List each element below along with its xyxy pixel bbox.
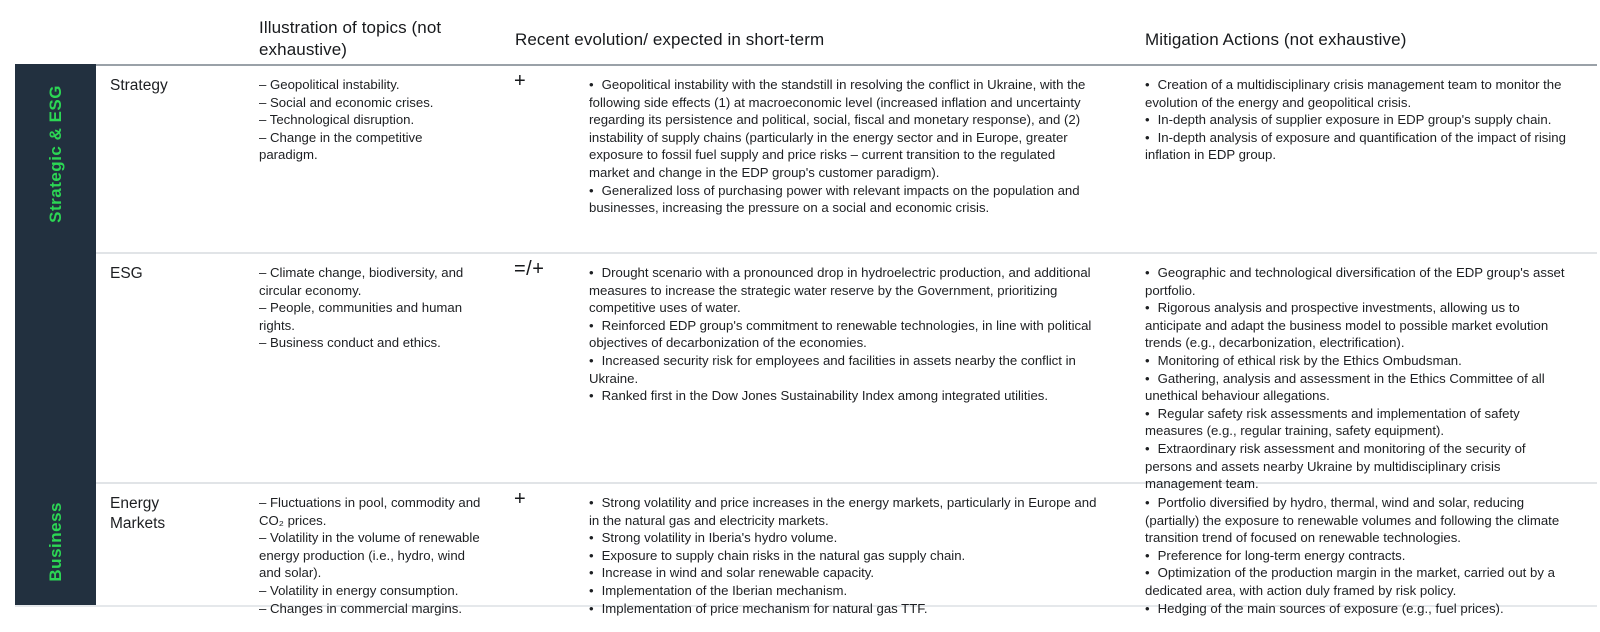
list-item: – Social and economic crises. bbox=[259, 94, 434, 110]
bullet-marker: • bbox=[1145, 352, 1150, 368]
bullet-marker: • bbox=[1145, 77, 1150, 92]
evolution-indicator: =/+ bbox=[514, 258, 545, 280]
list-item bbox=[1145, 76, 1569, 111]
column-header-topics: Illustration of topics (not exhaustive) bbox=[259, 18, 442, 59]
list-item: – Technological disruption. bbox=[259, 112, 415, 128]
bullet-marker: • bbox=[1145, 265, 1150, 280]
list-item bbox=[1145, 370, 1569, 405]
list-item bbox=[589, 317, 1098, 352]
bullet-marker: • bbox=[589, 388, 594, 404]
bullet-marker: • bbox=[1145, 547, 1150, 563]
bullet-marker: • bbox=[589, 317, 594, 333]
list-item: – Fluctuations in pool, commodity and CO₂ prices. bbox=[259, 495, 481, 528]
group-label-text: Business bbox=[45, 501, 65, 582]
list-item bbox=[589, 352, 1098, 387]
list-item-text: Increase in wind and solar renewable capacity. bbox=[601, 565, 875, 581]
list-item bbox=[1145, 352, 1569, 370]
bullet-marker: • bbox=[589, 265, 594, 280]
list-item-text: Strong volatility and price increases in the energy markets, particularly in Europe and in the natural gas and electricity markets. bbox=[589, 495, 1097, 528]
list-item bbox=[589, 494, 1098, 529]
list-item bbox=[589, 264, 1098, 317]
risk-row-strategy bbox=[0, 64, 1600, 252]
bullet-marker: • bbox=[1145, 440, 1150, 456]
bullet-marker: • bbox=[589, 352, 594, 368]
list-item bbox=[589, 76, 1098, 182]
list-item-text: Portfolio diversified by hydro, thermal, wind and solar, reducing (partially) the exposure to renewable volumes and following the climate transition trend of focused on renewable technologies. bbox=[1145, 495, 1560, 546]
list-item-text: In-depth analysis of supplier exposure in EDP group's supply chain. bbox=[1157, 112, 1552, 128]
group-label-text: Strategic & ESG bbox=[45, 85, 65, 223]
risk-row-esg bbox=[0, 252, 1600, 492]
risk-topics-list bbox=[259, 264, 483, 352]
risk-topics-list bbox=[259, 76, 483, 164]
list-item-text: Preference for long-term energy contracts. bbox=[1157, 547, 1406, 563]
list-item-text: Geographic and technological diversification of the EDP group's asset portfolio. bbox=[1145, 265, 1565, 298]
list-item bbox=[589, 387, 1098, 405]
bullet-marker: • bbox=[589, 495, 594, 510]
bullet-marker: • bbox=[1145, 300, 1150, 316]
evolution-list bbox=[589, 264, 1098, 405]
list-item bbox=[1145, 564, 1569, 599]
list-item-text: Monitoring of ethical risk by the Ethics Ombudsman. bbox=[1157, 352, 1462, 368]
evolution-indicator: + bbox=[514, 488, 527, 510]
bullet-marker: • bbox=[589, 600, 594, 616]
list-item bbox=[1145, 547, 1569, 565]
list-item: – Changes in commercial margins. bbox=[259, 600, 463, 616]
list-item bbox=[1145, 111, 1569, 129]
list-item-text: Strong volatility in Iberia's hydro volume. bbox=[601, 530, 838, 546]
column-header-evolution: Recent evolution/ expected in short-term bbox=[515, 30, 825, 49]
list-item-text: Geopolitical instability with the standstill in resolving the conflict in Ukraine, with the following side effects (1) at macroeconomic level (increased inflation and uncertainty regarding its persistence and political, social, fiscal and monetary response), and (2) instability of supply chains (particularly in the energy sector and in Europe, greater exposure to fossil fuel supply and price risks – current transition to the regulated market and change in the EDP group's customer paradigm). bbox=[589, 77, 1086, 180]
list-item bbox=[589, 529, 1098, 547]
list-item: – Climate change, biodiversity, and circular economy. bbox=[259, 265, 464, 298]
bullet-marker: • bbox=[1145, 565, 1150, 581]
risk-category: Strategy bbox=[110, 77, 168, 94]
bullet-marker: • bbox=[1145, 112, 1150, 128]
list-item-text: Reinforced EDP group's commitment to renewable technologies, in line with political objectives of decarbonization of the economies. bbox=[589, 317, 1092, 351]
list-item-text: Gathering, analysis and assessment in the Ethics Committee of all unethical behaviour allegations. bbox=[1145, 370, 1545, 404]
bullet-marker: • bbox=[1145, 405, 1150, 421]
evolution-list bbox=[589, 76, 1098, 217]
risk-category: Energy Markets bbox=[110, 495, 166, 532]
list-item: – People, communities and human rights. bbox=[259, 300, 463, 333]
list-item-text: Generalized loss of purchasing power with relevant impacts on the population and businesses, increasing the pressure on a social and economic crisis. bbox=[589, 182, 1080, 216]
list-item: – Volatility in the volume of renewable energy production (i.e., hydro, wind and solar). bbox=[259, 530, 480, 581]
bullet-marker: • bbox=[1145, 129, 1150, 145]
bullet-marker: • bbox=[1145, 370, 1150, 386]
list-item-text: In-depth analysis of exposure and quantification of the impact of rising inflation in EDP group. bbox=[1145, 129, 1566, 163]
list-item-text: Increased security risk for employees and facilities in assets nearby the conflict in Ukraine. bbox=[589, 352, 1076, 386]
bullet-marker: • bbox=[589, 565, 594, 581]
list-item bbox=[1145, 600, 1569, 618]
evolution-list bbox=[589, 494, 1098, 617]
bullet-marker: • bbox=[589, 582, 594, 598]
list-item-text: Implementation of price mechanism for natural gas TTF. bbox=[601, 600, 928, 616]
bullet-marker: • bbox=[589, 77, 594, 92]
bullet-marker: • bbox=[589, 547, 594, 563]
list-item: – Change in the competitive paradigm. bbox=[259, 129, 423, 163]
list-item-text: Creation of a multidisciplinary crisis management team to monitor the evolution of the energy and geopolitical crisis. bbox=[1145, 77, 1562, 110]
list-item-text: Rigorous analysis and prospective investments, allowing us to anticipate and adapt the business model to possible market evolution trends (e.g., decarbonization, electrification). bbox=[1145, 300, 1549, 351]
risk-row-energy-markets bbox=[0, 482, 1600, 616]
list-item-text: Regular safety risk assessments and implementation of safety measures (e.g., regular training, safety equipment). bbox=[1145, 405, 1520, 439]
list-item bbox=[589, 600, 1098, 618]
mitigation-list bbox=[1145, 264, 1569, 493]
list-item-text: Ranked first in the Dow Jones Sustainability Index among integrated utilities. bbox=[601, 388, 1049, 404]
bullet-marker: • bbox=[589, 182, 594, 198]
mitigation-list bbox=[1145, 76, 1569, 164]
list-item bbox=[589, 182, 1098, 217]
risk-category: ESG bbox=[110, 265, 143, 282]
column-header-mitigation: Mitigation Actions (not exhaustive) bbox=[1145, 30, 1407, 49]
list-item bbox=[1145, 299, 1569, 352]
mitigation-list bbox=[1145, 494, 1569, 617]
list-item-text: Exposure to supply chain risks in the natural gas supply chain. bbox=[601, 547, 966, 563]
list-item: – Business conduct and ethics. bbox=[259, 335, 441, 351]
list-item: – Geopolitical instability. bbox=[259, 77, 400, 92]
list-item-text: Hedging of the main sources of exposure (e.g., fuel prices). bbox=[1157, 600, 1504, 616]
list-item-text: Optimization of the production margin in the market, carried out by a dedicated area, with action duly framed by risk policy. bbox=[1145, 565, 1555, 598]
list-item bbox=[589, 547, 1098, 565]
bullet-marker: • bbox=[1145, 600, 1150, 616]
list-item bbox=[1145, 405, 1569, 440]
list-item-text: Implementation of the Iberian mechanism. bbox=[601, 582, 848, 598]
list-item bbox=[1145, 264, 1569, 299]
evolution-indicator: + bbox=[514, 70, 527, 92]
list-item bbox=[1145, 129, 1569, 164]
list-item-text: Drought scenario with a pronounced drop in hydroelectric production, and additional measures to increase the strategic water reserve by the Government, prioritizing competitive uses of water. bbox=[589, 265, 1091, 316]
list-item bbox=[1145, 494, 1569, 547]
risk-topics-list bbox=[259, 494, 483, 617]
bullet-marker: • bbox=[1145, 495, 1150, 510]
list-item: – Volatility in energy consumption. bbox=[259, 582, 459, 598]
list-item bbox=[589, 564, 1098, 582]
bullet-marker: • bbox=[589, 530, 594, 546]
list-item-text: Extraordinary risk assessment and monitoring of the security of persons and assets nearby Ukraine by multidisciplinary crisis management team. bbox=[1145, 440, 1526, 492]
list-item bbox=[589, 582, 1098, 600]
